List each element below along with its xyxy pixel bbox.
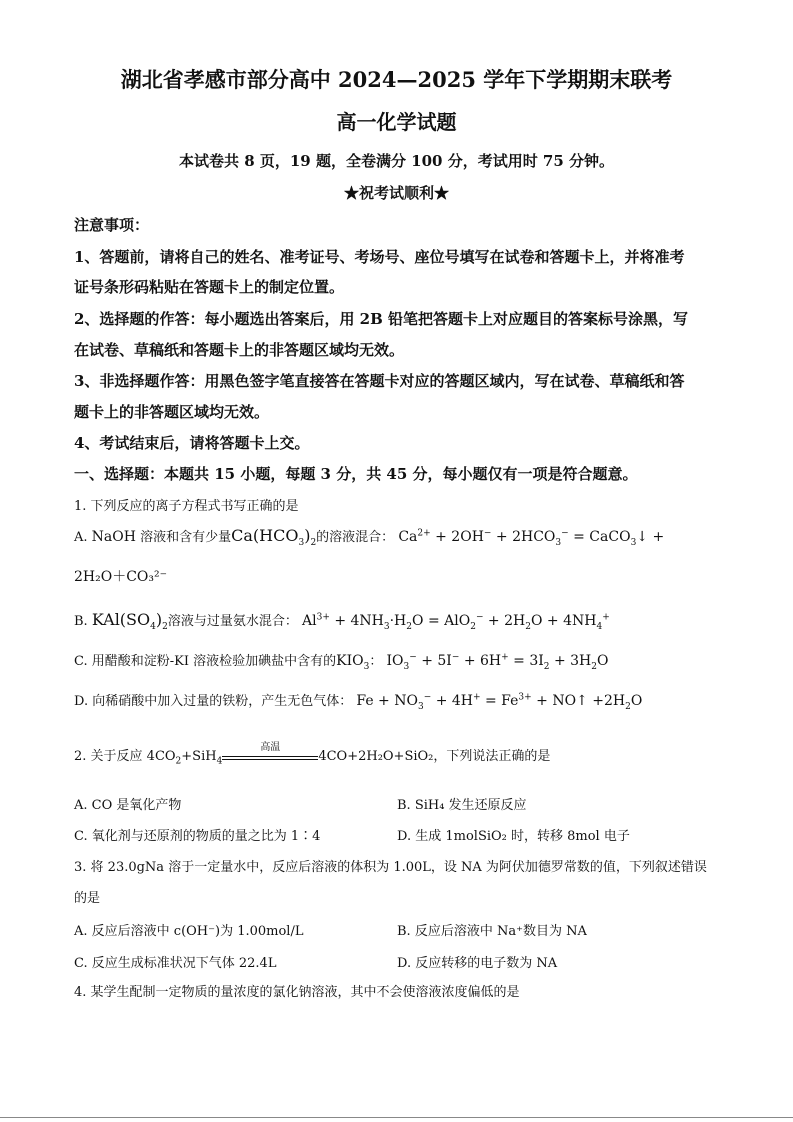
q2-option-d: D. 生成 1molSiO₂ 时，转移 8mol 电子 xyxy=(397,829,630,844)
q2-stem-pre: 2. 关于反应 4CO xyxy=(74,749,176,764)
exam-wish: ★祝考试顺利★ xyxy=(343,184,449,202)
q1-a-formula: $Ca(HCO_3)_2$ xyxy=(231,526,317,549)
note-1a: 1、答题前，请将自己的姓名、准考证号、考场号、座位号填写在试卷和答题卡上，并将准考 xyxy=(74,248,685,266)
q2-option-b: B. SiH₄ 发生还原反应 xyxy=(397,798,527,813)
q1-a-text2: 的溶液混合： xyxy=(316,530,395,545)
exam-info: 本试卷共 8 页，19 题，全卷满分 100 分，考试用时 75 分钟。 xyxy=(178,152,615,170)
note-2a: 2、选择题的作答：每小题选出答案后，用 2B 铅笔把答题卡上对应题目的答案标号涂黑，写 xyxy=(74,310,689,328)
note-2b: 在试卷、草稿纸和答题卡上的非答题区域均无效。 xyxy=(74,341,405,359)
q1-stem: 1. 下列反应的离子方程式书写正确的是 xyxy=(74,499,299,514)
q3-option-b: B. 反应后溶液中 Na⁺数目为 NA xyxy=(397,924,587,939)
q1-d-equation: $Fe + NO_3^- + 4H^+ = Fe^{3+}$ + NO↑ $+2H_2O$ xyxy=(356,692,643,712)
q1-c-text: C. 用醋酸和淀粉-KI 溶液检验加碘盐中含有的 xyxy=(74,654,337,669)
q2-option-c: C. 氧化剂与还原剂的物质的量之比为 1∶4 xyxy=(74,829,321,844)
q3-option-a: A. 反应后溶液中 c(OH⁻)为 1.00mol/L xyxy=(74,924,304,939)
q1-option-d xyxy=(74,690,724,712)
q1-option-a xyxy=(74,526,724,548)
q1-a-equation-cont: 2H₂O＋CO₃²⁻ xyxy=(74,569,168,585)
q2-reaction-arrow xyxy=(222,741,318,764)
note-3a: 3、非选择题作答：用黑色签字笔直接答在答题卡对应的答题区域内，写在试卷、草稿纸和答 xyxy=(74,372,685,390)
q1-c-formula: $KIO_3$ xyxy=(336,653,370,672)
q1-option-b xyxy=(74,610,724,632)
q1-a-text1: 溶液和含有少量 xyxy=(140,530,232,545)
q1-option-c: C. 用醋酸和淀粉-KI 溶液检验加碘盐中含有的$KIO_3$： $IO_3^- + 5I^- + 6H^+ = 3I_2 + 3H_2O$ xyxy=(74,652,609,672)
q3-option-c: C. 反应生成标准状况下气体 22.4L xyxy=(74,956,277,971)
q2-stem: 2. 关于反应 $4CO_2+SiH_4$ 高温 4CO+2H₂O+SiO₂，下列说法正确的是 xyxy=(74,745,724,767)
q2-condition: 高温 xyxy=(260,741,281,753)
q1-b-text: 溶液与过量氨水混合： xyxy=(167,614,298,629)
q3-option-d: D. 反应转移的电子数为 NA xyxy=(397,956,558,971)
q3-stem-1: 3. 将 23.0gNa 溶于一定量水中，反应后溶液的体积为 1.00L，设 NA 为阿伏加德罗常数的值，下列叙述错误 xyxy=(74,860,707,875)
q1-a-label: A. xyxy=(74,530,92,545)
q1-b-formula: $KAl(SO_4)_2$ xyxy=(91,610,168,633)
note-3b: 题卡上的非答题区域均无效。 xyxy=(74,403,270,421)
q3-stem-2: 的是 xyxy=(74,891,101,906)
q1-b-equation: $Al^{3+} + 4NH_3\cdot H_2O = AlO_2^- + 2H_2O + 4NH_4^+$ xyxy=(302,612,610,632)
q1-a-equation: $Ca^{2+} + 2OH^- + 2HCO_3^-$ = CaCO$_3$↓ + xyxy=(398,528,665,548)
q2-option-a: A. CO 是氧化产物 xyxy=(74,798,182,813)
note-1b: 证号条形码粘贴在答题卡上的制定位置。 xyxy=(74,278,345,296)
q1-b-label: B. xyxy=(74,614,92,629)
q4-stem: 4. 某学生配制一定物质的量浓度的氯化钠溶液，其中不会使溶液浓度偏低的是 xyxy=(74,985,520,1000)
q1-d-text: D. 向稀硝酸中加入过量的铁粉，产生无色气体： xyxy=(74,694,353,709)
q1-a-naoh: NaOH xyxy=(91,529,136,545)
q2-stem-mid: 4CO+2H₂O+SiO₂，下列说法正确的是 xyxy=(318,749,551,764)
page-bottom-rule xyxy=(0,1117,793,1118)
exam-title: 湖北省孝感市部分高中 2024—2025 学年下学期期末联考 xyxy=(120,67,673,92)
exam-subtitle: 高一化学试题 xyxy=(336,110,457,134)
note-4: 4、考试结束后，请将答题卡上交。 xyxy=(74,434,310,452)
section-1-heading: 一、选择题：本题共 15 小题，每题 3 分，共 45 分，每小题仅有一项是符合题意。 xyxy=(74,465,638,483)
notes-heading: 注意事项： xyxy=(74,216,150,234)
q1-c-equation: $IO_3^- + 5I^- + 6H^+ = 3I_2 + 3H_2O$ xyxy=(386,652,609,672)
